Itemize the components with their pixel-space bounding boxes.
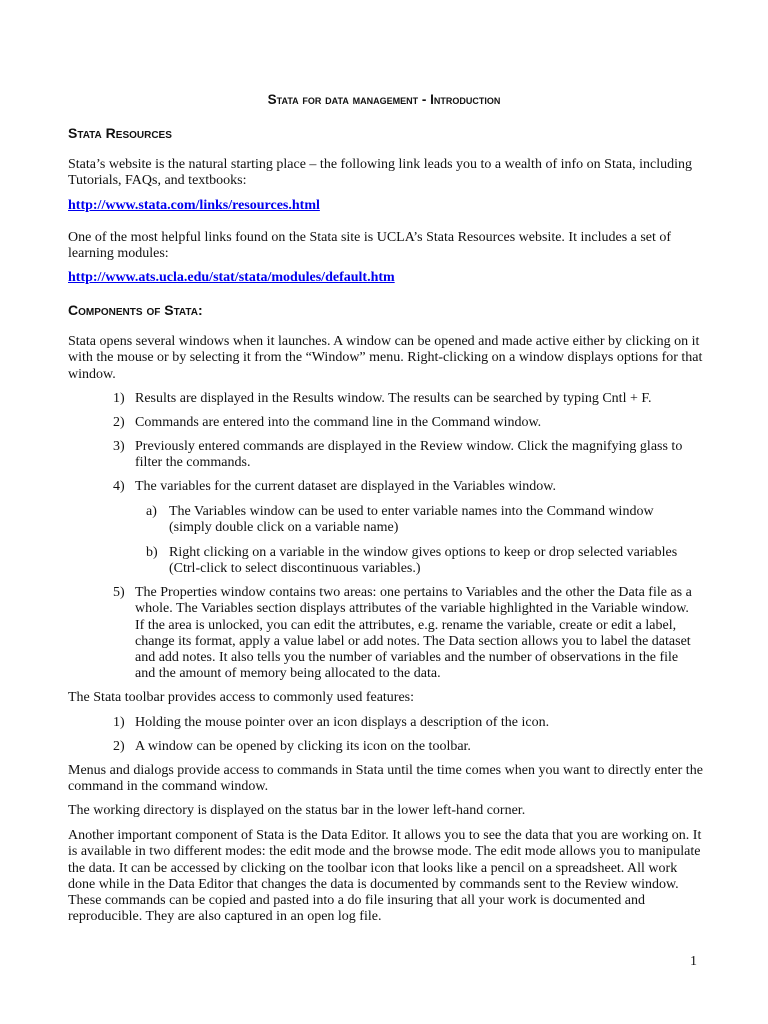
paragraph-data-editor: Another important component of Stata is the Data Editor. It allows you to see the data that you are working on. It is available in two different modes: the edit mode and the browse mode. The edit mode allows you to manipulate the data. It can be accessed by clicking on the toolbar icon that looks like a pencil on a spreadsheet. All work done while in the Data Editor that changes the data is documented by commands sent to the Review window. These commands can be copied and pasted into a do file insuring that all your work is documented and reproducible. They are also captured in an open log file. xyxy=(68,828,702,925)
list-item-text: Holding the mouse pointer over an icon displays a description of the icon. xyxy=(135,715,550,730)
paragraph-toolbar-intro: The Stata toolbar provides access to commonly used features: xyxy=(68,690,415,705)
sub-list-item-text: The Variables window can be used to enter variable names into the Command window (simply double click on a variable name) xyxy=(169,504,654,536)
link-stata-resources-text[interactable]: http://www.stata.com/links/resources.html xyxy=(68,198,320,213)
paragraph-website: Stata’s website is the natural starting place – the following link leads you to a wealth of info on Stata, including Tutorials, FAQs, and textbooks: xyxy=(68,157,693,189)
section-heading-components: Components of Stata: xyxy=(68,302,203,318)
list-item-text: Previously entered commands are displayed in the Review window. Click the magnifying glass to filter the commands. xyxy=(135,439,683,471)
list-item-text: Results are displayed in the Results window. The results can be searched by typing Cntl + F. xyxy=(135,391,652,406)
paragraph-menus: Menus and dialogs provide access to commands in Stata until the time comes when you want to directly enter the command in the command window. xyxy=(68,763,703,795)
list-item-number: 4) xyxy=(113,479,125,494)
link-ucla-modules[interactable] xyxy=(68,270,704,286)
list-item-text: Commands are entered into the command line in the Command window. xyxy=(135,415,542,430)
paragraph-working-directory: The working directory is displayed on the status bar in the lower left-hand corner. xyxy=(68,803,526,818)
link-ucla-modules-text[interactable]: http://www.ats.ucla.edu/stat/stata/modules/default.htm xyxy=(68,270,395,285)
paragraph-components-intro: Stata opens several windows when it launches. A window can be opened and made active either by clicking on it with the mouse or by selecting it from the “Window” menu. Right-clicking on a window displays options for that window. xyxy=(68,334,703,382)
sub-list-item-letter: a) xyxy=(146,504,157,519)
list-item-number: 3) xyxy=(113,439,125,454)
list-item-number: 2) xyxy=(113,415,125,430)
page-number: 1 xyxy=(690,954,697,969)
list-item-number: 1) xyxy=(113,715,125,730)
link-stata-resources[interactable] xyxy=(68,198,704,214)
sub-list-item-text: Right clicking on a variable in the window gives options to keep or drop selected variables (Ctrl-click to select discontinuous variables.) xyxy=(169,545,678,577)
list-item-number: 1) xyxy=(113,391,125,406)
list-item-number: 5) xyxy=(113,585,125,600)
section-heading-resources: Stata Resources xyxy=(68,125,172,141)
list-item-number: 2) xyxy=(113,739,125,754)
sub-list-item-letter: b) xyxy=(146,545,158,560)
list-item-text: The Properties window contains two areas: one pertains to Variables and the other the Data file as a whole. The Variables section displays attributes of the variable highlighted in the Variable window. If the area is unlocked, you can edit the attributes, e.g. rename the variable, create or edit a label, change its format, apply a value label or add notes. The Data section allows you to label the dataset and add notes. It also tells you the number of variables and the number of observations in the file and the amount of memory being allocated to the data. xyxy=(135,585,692,682)
document-title: Stata for data management - Introduction xyxy=(267,92,501,107)
list-item-text: A window can be opened by clicking its icon on the toolbar. xyxy=(135,739,471,754)
paragraph-ucla: One of the most helpful links found on the Stata site is UCLA’s Stata Resources website. It includes a set of learning modules: xyxy=(68,230,672,262)
list-item-text: The variables for the current dataset are displayed in the Variables window. xyxy=(135,479,557,494)
